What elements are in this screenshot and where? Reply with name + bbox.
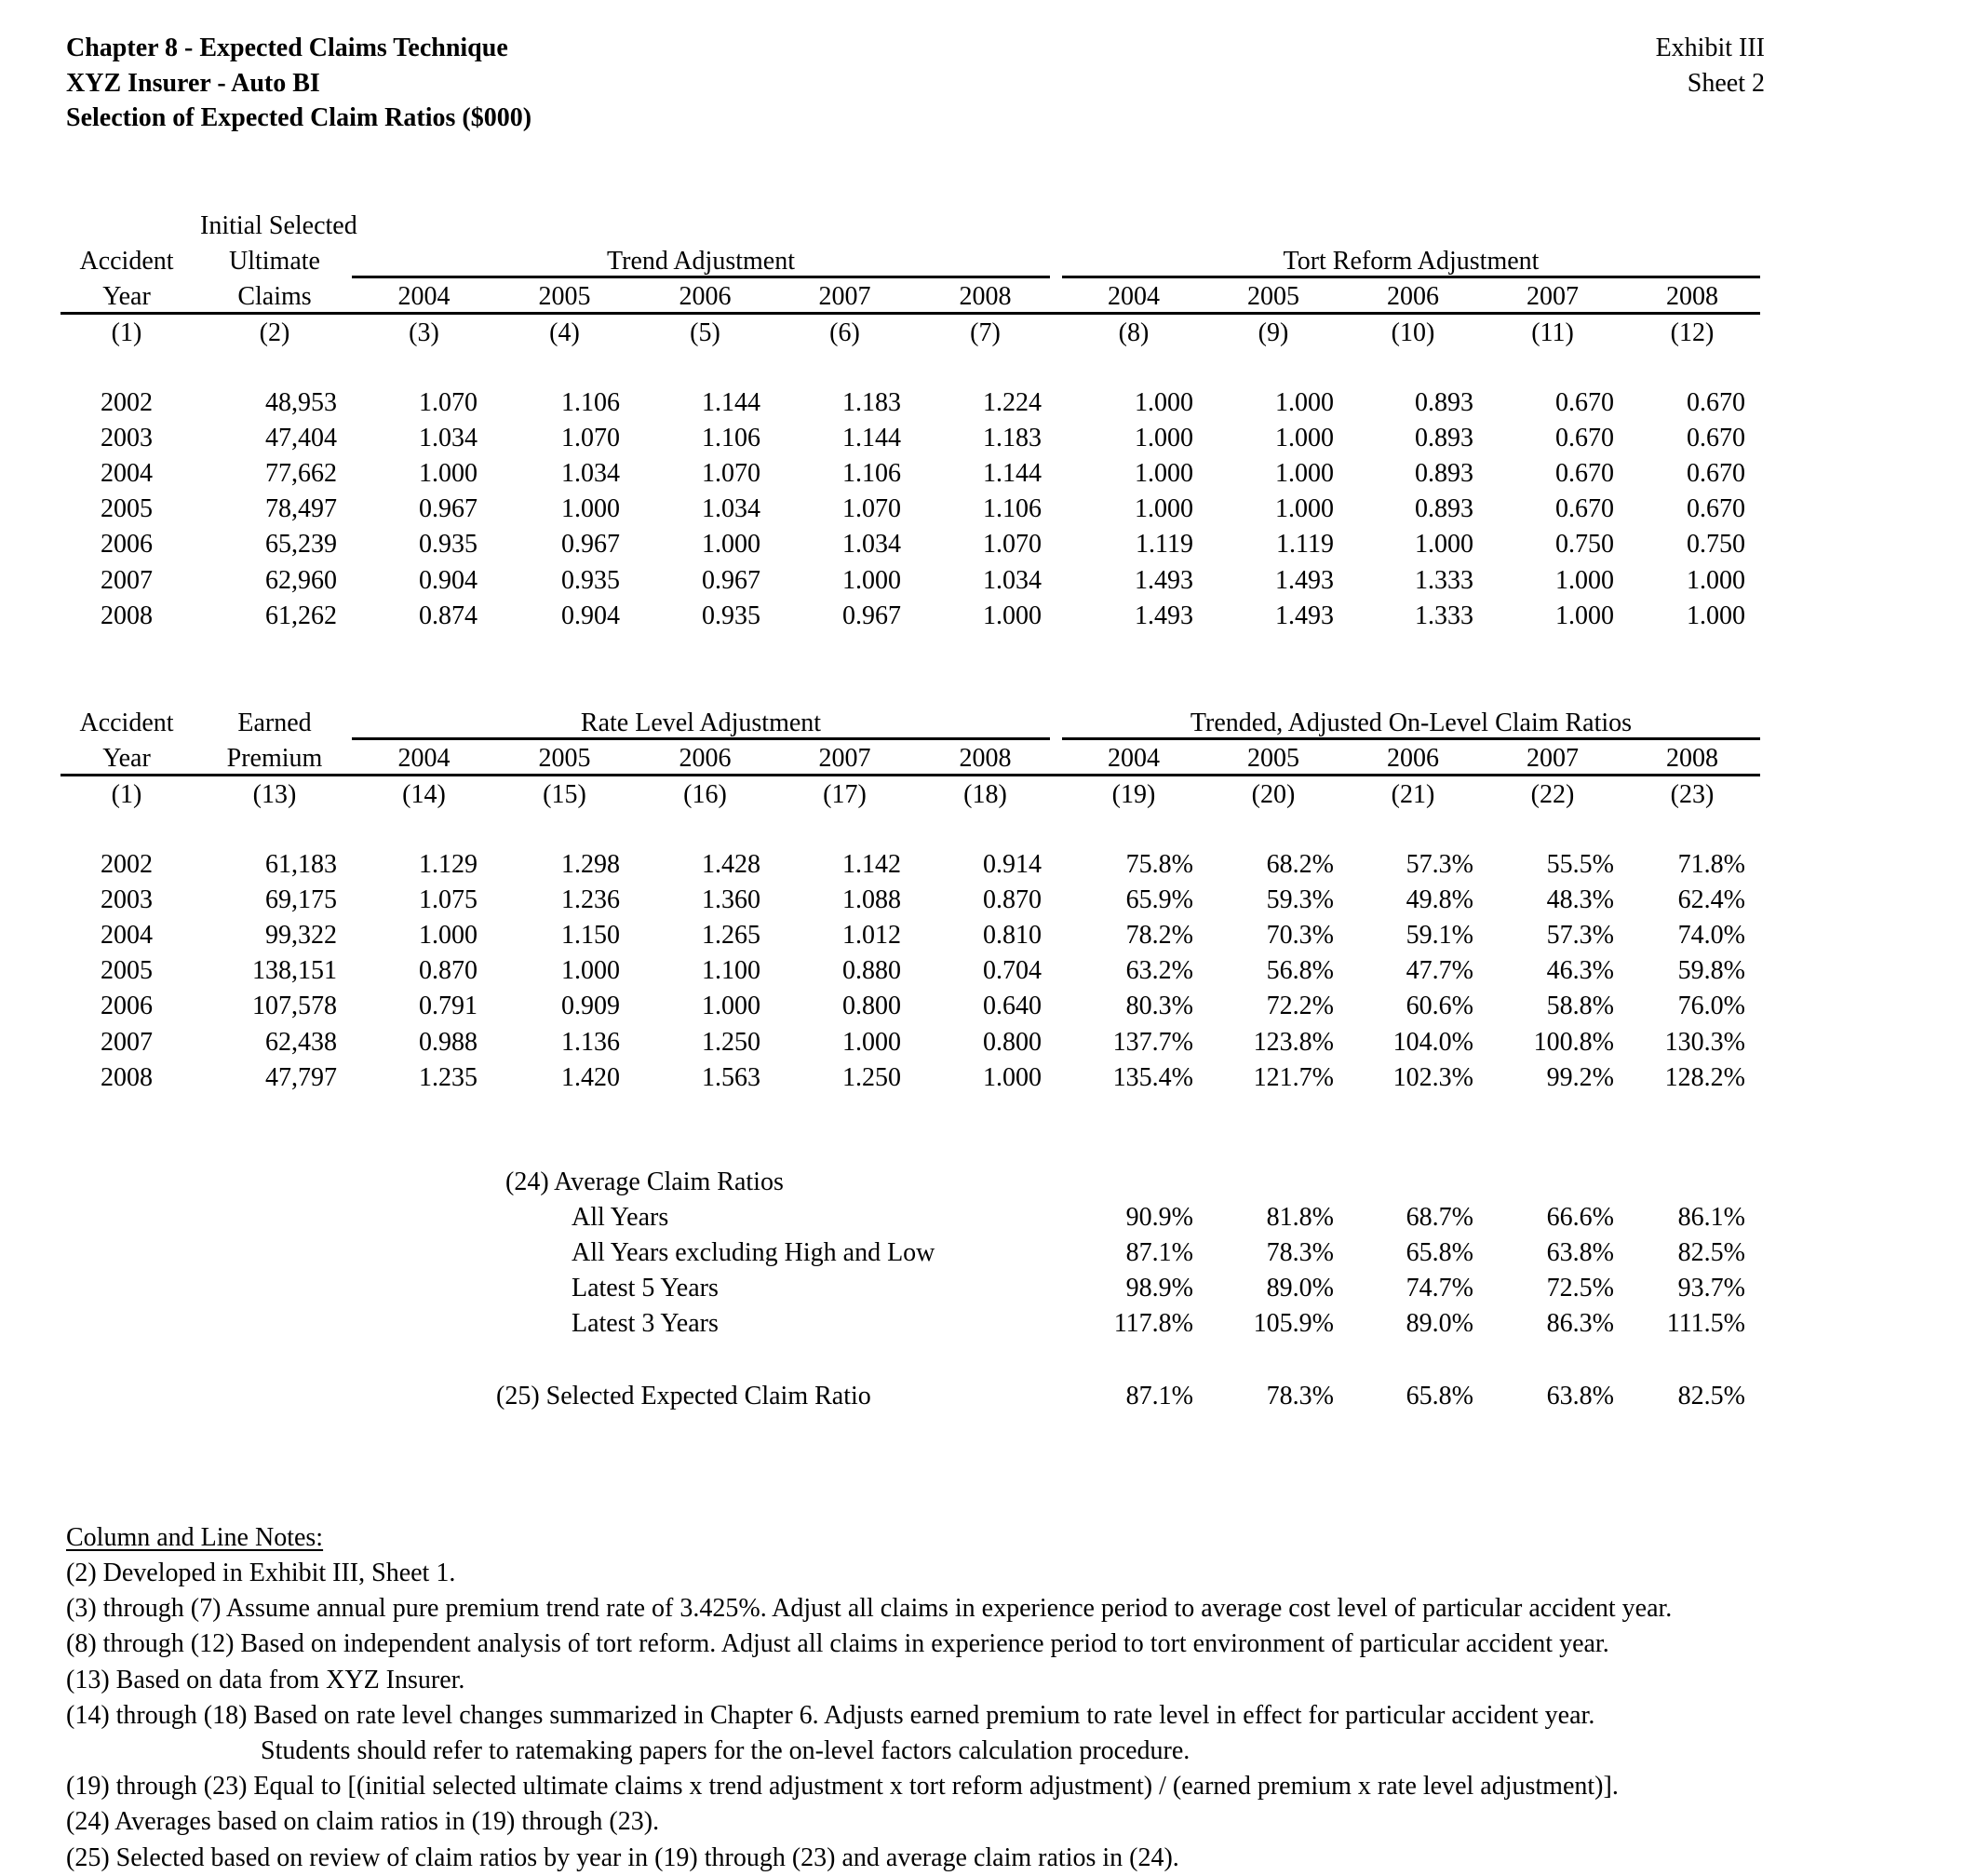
table-cell: 1.235 bbox=[419, 1062, 478, 1092]
table-cell: 62,438 bbox=[265, 1027, 337, 1057]
table-cell: 65.9% bbox=[1125, 885, 1193, 915]
col-number: (1) bbox=[111, 318, 142, 347]
averages-heading: (24) Average Claim Ratios bbox=[505, 1167, 784, 1196]
note-line: (8) through (12) Based on independent analysis of tort reform. Adjust all claims in experience period to tort environment of particular accident year. bbox=[66, 1629, 1609, 1659]
table-cell: 0.935 bbox=[702, 601, 760, 630]
note-line: (3) through (7) Assume annual pure premium trend rate of 3.425%. Adjust all claims in experience period to average cost level of particular accident year. bbox=[66, 1594, 1673, 1624]
table-cell: 1.150 bbox=[561, 921, 620, 951]
table-cell: 1.012 bbox=[842, 921, 901, 951]
table-cell: 0.967 bbox=[842, 601, 901, 630]
table-cell: 1.070 bbox=[842, 494, 901, 524]
average-value: 81.8% bbox=[1266, 1203, 1334, 1232]
table-cell: 62,960 bbox=[265, 565, 337, 595]
table-cell: 1.000 bbox=[842, 1027, 901, 1057]
table-cell: 59.3% bbox=[1266, 885, 1334, 915]
col-number: (13) bbox=[252, 780, 297, 809]
average-value: 117.8% bbox=[1113, 1309, 1193, 1339]
average-value: 86.3% bbox=[1546, 1309, 1614, 1339]
table-cell: 1.119 bbox=[1276, 530, 1334, 560]
row-accident-year: 2007 bbox=[101, 1027, 153, 1057]
table-cell: 69,175 bbox=[265, 885, 337, 915]
table-cell: 99,322 bbox=[265, 921, 337, 951]
table-cell: 70.3% bbox=[1266, 921, 1334, 951]
table-cell: 1.070 bbox=[702, 459, 760, 489]
average-value: 82.5% bbox=[1677, 1238, 1745, 1268]
average-value: 93.7% bbox=[1677, 1274, 1745, 1303]
table-cell: 1.034 bbox=[842, 530, 901, 560]
table-cell: 1.106 bbox=[561, 388, 620, 417]
col-header-amount: Earned bbox=[237, 709, 312, 737]
group-rule-right bbox=[1062, 276, 1760, 278]
table-cell: 1.493 bbox=[1135, 565, 1193, 595]
col-header-year-9: 2008 bbox=[1666, 282, 1718, 311]
col-number: (22) bbox=[1530, 780, 1575, 809]
average-value: 65.8% bbox=[1406, 1238, 1473, 1268]
table-cell: 1.000 bbox=[561, 494, 620, 524]
table-cell: 138,151 bbox=[252, 956, 337, 986]
table-cell: 80.3% bbox=[1125, 992, 1193, 1021]
table-cell: 1.136 bbox=[561, 1027, 620, 1057]
table-cell: 1.000 bbox=[561, 956, 620, 986]
table-cell: 100.8% bbox=[1533, 1027, 1614, 1057]
table-cell: 0.704 bbox=[983, 956, 1042, 986]
col-number: (19) bbox=[1111, 780, 1156, 809]
table-cell: 1.119 bbox=[1136, 530, 1193, 560]
table-cell: 1.144 bbox=[842, 424, 901, 453]
col-header-year-2: 2006 bbox=[679, 744, 732, 773]
table-cell: 0.670 bbox=[1687, 459, 1745, 489]
table-cell: 59.8% bbox=[1677, 956, 1745, 986]
table-cell: 0.810 bbox=[983, 921, 1042, 951]
table-cell: 78,497 bbox=[265, 494, 337, 524]
table-cell: 78.2% bbox=[1125, 921, 1193, 951]
note-line: (14) through (18) Based on rate level changes summarized in Chapter 6. Adjusts earned premium to rate level in effect for particular accident year. bbox=[66, 1700, 1595, 1730]
table-cell: 1.000 bbox=[983, 601, 1042, 630]
table-cell: 1.144 bbox=[702, 388, 760, 417]
table-cell: 104.0% bbox=[1392, 1027, 1473, 1057]
table-cell: 74.0% bbox=[1677, 921, 1745, 951]
table-cell: 47.7% bbox=[1406, 956, 1473, 986]
table-cell: 75.8% bbox=[1125, 850, 1193, 879]
row-accident-year: 2007 bbox=[101, 565, 153, 595]
table-cell: 1.142 bbox=[842, 850, 901, 879]
row-accident-year: 2008 bbox=[101, 601, 153, 630]
col-header-year-8: 2007 bbox=[1527, 744, 1579, 773]
page-title: Chapter 8 - Expected Claims Technique bbox=[66, 34, 508, 62]
col-header-year-6: 2005 bbox=[1247, 282, 1299, 311]
table-cell: 0.670 bbox=[1555, 388, 1614, 417]
table-cell: 1.333 bbox=[1415, 601, 1473, 630]
table-cell: 1.034 bbox=[702, 494, 760, 524]
table-cell: 0.670 bbox=[1555, 494, 1614, 524]
note-line: (24) Averages based on claim ratios in (19) through (23). bbox=[66, 1807, 660, 1837]
table-cell: 1.070 bbox=[561, 424, 620, 453]
col-header-year-7: 2006 bbox=[1387, 744, 1439, 773]
col-number: (6) bbox=[829, 318, 860, 347]
table-cell: 1.000 bbox=[1135, 424, 1193, 453]
row-accident-year: 2008 bbox=[101, 1062, 153, 1092]
group-label-right: Trended, Adjusted On-Level Claim Ratios bbox=[1190, 709, 1633, 737]
table-cell: 0.874 bbox=[419, 601, 478, 630]
row-accident-year: 2004 bbox=[101, 459, 153, 489]
page-subtitle-selection: Selection of Expected Claim Ratios ($000) bbox=[66, 103, 532, 132]
table-cell: 1.106 bbox=[702, 424, 760, 453]
table-cell: 1.428 bbox=[702, 850, 760, 879]
group-rule-left bbox=[352, 737, 1050, 740]
table-cell: 1.000 bbox=[1275, 424, 1334, 453]
table-cell: 1.420 bbox=[561, 1062, 620, 1092]
table-cell: 57.3% bbox=[1546, 921, 1614, 951]
table-cell: 61,183 bbox=[265, 850, 337, 879]
table-cell: 0.893 bbox=[1415, 494, 1473, 524]
col-number: (16) bbox=[683, 780, 727, 809]
row-accident-year: 2005 bbox=[101, 956, 153, 986]
table-cell: 0.914 bbox=[983, 850, 1042, 879]
table-cell: 1.493 bbox=[1275, 565, 1334, 595]
col-number: (8) bbox=[1118, 318, 1150, 347]
table-cell: 0.870 bbox=[983, 885, 1042, 915]
table-cell: 0.988 bbox=[419, 1027, 478, 1057]
average-value: 98.9% bbox=[1125, 1274, 1193, 1303]
group-rule-left bbox=[352, 276, 1050, 278]
table-cell: 0.750 bbox=[1687, 530, 1745, 560]
table-cell: 0.893 bbox=[1415, 388, 1473, 417]
table-cell: 1.106 bbox=[842, 459, 901, 489]
table-cell: 72.2% bbox=[1266, 992, 1334, 1021]
average-value: 87.1% bbox=[1125, 1238, 1193, 1268]
table-cell: 1.000 bbox=[842, 565, 901, 595]
col-number: (23) bbox=[1670, 780, 1715, 809]
col-number: (21) bbox=[1391, 780, 1435, 809]
average-value: 90.9% bbox=[1125, 1203, 1193, 1232]
table-cell: 1.183 bbox=[842, 388, 901, 417]
table-cell: 0.880 bbox=[842, 956, 901, 986]
average-value: 86.1% bbox=[1677, 1203, 1745, 1232]
table-cell: 0.670 bbox=[1555, 424, 1614, 453]
col-header-year: Year bbox=[102, 744, 151, 773]
table-cell: 57.3% bbox=[1406, 850, 1473, 879]
table-cell: 1.129 bbox=[419, 850, 478, 879]
table-cell: 1.034 bbox=[419, 424, 478, 453]
selected-value: 78.3% bbox=[1266, 1382, 1334, 1410]
table-cell: 1.088 bbox=[842, 885, 901, 915]
table-cell: 65,239 bbox=[265, 530, 337, 560]
col-header-year-1: 2005 bbox=[538, 282, 591, 311]
selected-value: 87.1% bbox=[1125, 1382, 1193, 1410]
col-header-year-9: 2008 bbox=[1666, 744, 1718, 773]
table-cell: 99.2% bbox=[1546, 1062, 1614, 1092]
table-cell: 1.000 bbox=[1555, 565, 1614, 595]
table-cell: 46.3% bbox=[1546, 956, 1614, 986]
table-cell: 63.2% bbox=[1125, 956, 1193, 986]
col-header-year-0: 2004 bbox=[397, 744, 451, 773]
table-cell: 0.909 bbox=[561, 992, 620, 1021]
table-cell: 0.893 bbox=[1415, 459, 1473, 489]
col-number: (9) bbox=[1258, 318, 1289, 347]
row-accident-year: 2003 bbox=[101, 885, 153, 915]
table-cell: 1.000 bbox=[702, 992, 760, 1021]
table-cell: 61,262 bbox=[265, 601, 337, 630]
col-number: (3) bbox=[409, 318, 439, 347]
table-cell: 0.800 bbox=[983, 1027, 1042, 1057]
col-header-year: Year bbox=[102, 282, 151, 311]
table-cell: 137.7% bbox=[1112, 1027, 1193, 1057]
row-accident-year: 2006 bbox=[101, 992, 153, 1021]
average-value: 89.0% bbox=[1266, 1274, 1334, 1303]
col-number: (15) bbox=[543, 780, 586, 809]
table-cell: 130.3% bbox=[1664, 1027, 1745, 1057]
row-accident-year: 2005 bbox=[101, 494, 153, 524]
table-cell: 47,797 bbox=[265, 1062, 337, 1092]
group-rule-right bbox=[1062, 737, 1760, 740]
table-cell: 77,662 bbox=[265, 459, 337, 489]
table-cell: 68.2% bbox=[1266, 850, 1334, 879]
average-value: 89.0% bbox=[1406, 1309, 1473, 1339]
col-header-year-8: 2007 bbox=[1527, 282, 1579, 311]
table-cell: 0.640 bbox=[983, 992, 1042, 1021]
selected-value: 63.8% bbox=[1546, 1382, 1614, 1410]
table-cell: 1.000 bbox=[1135, 459, 1193, 489]
table-cell: 49.8% bbox=[1406, 885, 1473, 915]
note-line: (13) Based on data from XYZ Insurer. bbox=[66, 1665, 465, 1694]
group-label-left: Rate Level Adjustment bbox=[580, 709, 822, 737]
table-cell: 1.000 bbox=[1275, 494, 1334, 524]
col-header-accident: Accident bbox=[79, 247, 174, 276]
note-line: (19) through (23) Equal to [(initial selected ultimate claims x trend adjustment x tort reform adjustment) / (earned premium x rate level adjustment)]. bbox=[66, 1772, 1619, 1802]
average-label: Latest 3 Years bbox=[572, 1309, 719, 1339]
col-number: (12) bbox=[1670, 318, 1715, 347]
table-cell: 0.870 bbox=[419, 956, 478, 986]
average-value: 68.7% bbox=[1406, 1203, 1473, 1232]
table-cell: 1.034 bbox=[561, 459, 620, 489]
table-cell: 0.670 bbox=[1687, 424, 1745, 453]
col-number: (1) bbox=[111, 780, 142, 809]
table-cell: 1.298 bbox=[561, 850, 620, 879]
table-cell: 1.000 bbox=[1687, 565, 1745, 595]
col-header-year-6: 2005 bbox=[1247, 744, 1299, 773]
note-line: (25) Selected based on review of claim ratios by year in (19) through (23) and average claim ratios in (24). bbox=[66, 1842, 1179, 1872]
table-cell: 0.750 bbox=[1555, 530, 1614, 560]
table-cell: 1.100 bbox=[702, 956, 760, 986]
table-cell: 0.670 bbox=[1687, 388, 1745, 417]
table-cell: 1.075 bbox=[419, 885, 478, 915]
col-header-year-5: 2004 bbox=[1108, 282, 1160, 311]
table-cell: 0.893 bbox=[1415, 424, 1473, 453]
average-label: All Years excluding High and Low bbox=[572, 1238, 935, 1268]
col-number: (17) bbox=[823, 780, 867, 809]
table-cell: 1.224 bbox=[983, 388, 1042, 417]
exhibit-label: Exhibit III bbox=[1655, 34, 1765, 62]
group-label-right: Tort Reform Adjustment bbox=[1283, 247, 1540, 276]
table-cell: 1.000 bbox=[1135, 494, 1193, 524]
table-cell: 1.250 bbox=[842, 1062, 901, 1092]
table-cell: 0.967 bbox=[702, 565, 760, 595]
average-value: 63.8% bbox=[1546, 1238, 1614, 1268]
col-header-year-4: 2008 bbox=[959, 744, 1012, 773]
table-cell: 76.0% bbox=[1677, 992, 1745, 1021]
table-cell: 1.000 bbox=[1687, 601, 1745, 630]
col-number: (4) bbox=[549, 318, 580, 347]
table-cell: 1.000 bbox=[1275, 459, 1334, 489]
table-cell: 1.000 bbox=[1555, 601, 1614, 630]
table-cell: 1.000 bbox=[983, 1062, 1042, 1092]
page-subtitle-company: XYZ Insurer - Auto BI bbox=[66, 69, 320, 98]
table-cell: 0.904 bbox=[561, 601, 620, 630]
col-header-year-7: 2006 bbox=[1387, 282, 1439, 311]
row-accident-year: 2006 bbox=[101, 530, 153, 560]
table-cell: 0.670 bbox=[1555, 459, 1614, 489]
col-number: (18) bbox=[963, 780, 1007, 809]
col-header-year-1: 2005 bbox=[538, 744, 591, 773]
selected-label: (25) Selected Expected Claim Ratio bbox=[496, 1382, 871, 1410]
table-cell: 1.070 bbox=[983, 530, 1042, 560]
table-cell: 1.070 bbox=[419, 388, 478, 417]
row-accident-year: 2003 bbox=[101, 424, 153, 453]
table-cell: 1.265 bbox=[702, 921, 760, 951]
table-cell: 107,578 bbox=[252, 992, 337, 1021]
table-cell: 0.791 bbox=[419, 992, 478, 1021]
col-number: (7) bbox=[970, 318, 1001, 347]
table-cell: 0.800 bbox=[842, 992, 901, 1021]
average-value: 74.7% bbox=[1406, 1274, 1473, 1303]
table-cell: 102.3% bbox=[1392, 1062, 1473, 1092]
col-header-amount: Initial Selected bbox=[200, 211, 357, 240]
col-header-year-3: 2007 bbox=[818, 282, 871, 311]
col-header-accident: Accident bbox=[79, 709, 174, 737]
average-value: 111.5% bbox=[1666, 1309, 1745, 1339]
table-cell: 1.360 bbox=[702, 885, 760, 915]
col-number: (11) bbox=[1531, 318, 1574, 347]
table-cell: 1.250 bbox=[702, 1027, 760, 1057]
table-cell: 128.2% bbox=[1664, 1062, 1745, 1092]
sheet-label: Sheet 2 bbox=[1687, 69, 1765, 98]
table-cell: 1.183 bbox=[983, 424, 1042, 453]
table-cell: 1.333 bbox=[1415, 565, 1473, 595]
table-cell: 1.493 bbox=[1135, 601, 1193, 630]
selected-value: 65.8% bbox=[1406, 1382, 1473, 1410]
table-cell: 71.8% bbox=[1677, 850, 1745, 879]
table-cell: 1.563 bbox=[702, 1062, 760, 1092]
table-cell: 47,404 bbox=[265, 424, 337, 453]
table-cell: 1.000 bbox=[1415, 530, 1473, 560]
table-cell: 0.935 bbox=[561, 565, 620, 595]
table-cell: 1.000 bbox=[702, 530, 760, 560]
table-cell: 62.4% bbox=[1677, 885, 1745, 915]
table-cell: 55.5% bbox=[1546, 850, 1614, 879]
table-cell: 48,953 bbox=[265, 388, 337, 417]
table-cell: 123.8% bbox=[1253, 1027, 1334, 1057]
note-line: Students should refer to ratemaking papers for the on-level factors calculation procedure. bbox=[261, 1736, 1191, 1765]
average-value: 72.5% bbox=[1546, 1274, 1614, 1303]
col-header-amount: Claims bbox=[237, 282, 312, 311]
table-cell: 48.3% bbox=[1546, 885, 1614, 915]
col-header-amount: Ultimate bbox=[229, 247, 320, 276]
selected-value: 82.5% bbox=[1677, 1382, 1745, 1410]
table-cell: 135.4% bbox=[1112, 1062, 1193, 1092]
average-value: 78.3% bbox=[1266, 1238, 1334, 1268]
average-value: 105.9% bbox=[1253, 1309, 1334, 1339]
table-cell: 0.967 bbox=[419, 494, 478, 524]
table-cell: 56.8% bbox=[1266, 956, 1334, 986]
col-header-year-4: 2008 bbox=[959, 282, 1012, 311]
table-cell: 1.493 bbox=[1275, 601, 1334, 630]
table-cell: 1.236 bbox=[561, 885, 620, 915]
table-cell: 0.967 bbox=[561, 530, 620, 560]
group-label-left: Trend Adjustment bbox=[607, 247, 795, 276]
average-label: All Years bbox=[572, 1203, 669, 1232]
table-cell: 0.904 bbox=[419, 565, 478, 595]
table-cell: 59.1% bbox=[1406, 921, 1473, 951]
col-header-amount: Premium bbox=[226, 744, 323, 773]
col-number: (5) bbox=[690, 318, 720, 347]
col-number: (10) bbox=[1391, 318, 1435, 347]
table-cell: 1.000 bbox=[419, 459, 478, 489]
col-number: (20) bbox=[1251, 780, 1296, 809]
average-label: Latest 5 Years bbox=[572, 1274, 719, 1303]
col-header-year-0: 2004 bbox=[397, 282, 451, 311]
table-cell: 0.670 bbox=[1687, 494, 1745, 524]
col-header-year-5: 2004 bbox=[1108, 744, 1160, 773]
row-accident-year: 2004 bbox=[101, 921, 153, 951]
col-header-year-2: 2006 bbox=[679, 282, 732, 311]
col-number: (2) bbox=[259, 318, 290, 347]
table-cell: 0.935 bbox=[419, 530, 478, 560]
table-cell: 1.034 bbox=[983, 565, 1042, 595]
row-accident-year: 2002 bbox=[101, 388, 153, 417]
table-cell: 1.000 bbox=[419, 921, 478, 951]
row-accident-year: 2002 bbox=[101, 850, 153, 879]
table-cell: 121.7% bbox=[1253, 1062, 1334, 1092]
note-line: (2) Developed in Exhibit III, Sheet 1. bbox=[66, 1559, 456, 1587]
table-cell: 58.8% bbox=[1546, 992, 1614, 1021]
col-number: (14) bbox=[402, 780, 446, 809]
table-cell: 1.000 bbox=[1135, 388, 1193, 417]
col-header-year-3: 2007 bbox=[818, 744, 871, 773]
table-cell: 1.106 bbox=[983, 494, 1042, 524]
notes-heading: Column and Line Notes: bbox=[66, 1523, 324, 1552]
average-value: 66.6% bbox=[1546, 1203, 1614, 1232]
table-cell: 1.144 bbox=[983, 459, 1042, 489]
table-cell: 1.000 bbox=[1275, 388, 1334, 417]
table-cell: 60.6% bbox=[1406, 992, 1473, 1021]
